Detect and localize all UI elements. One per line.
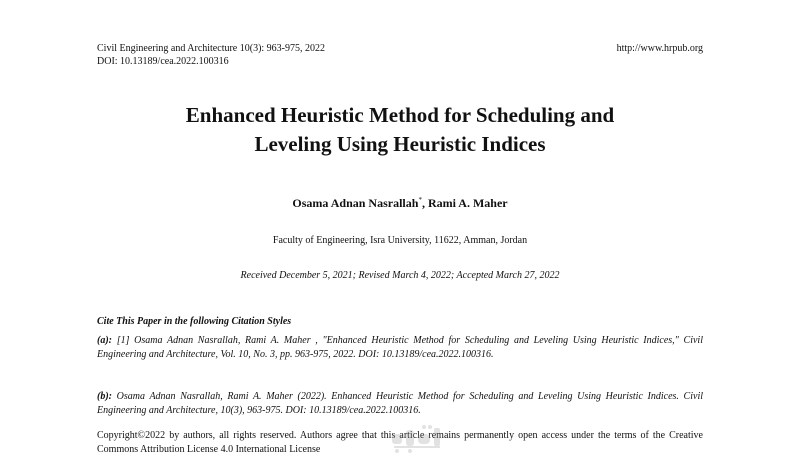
title-line-2: Leveling Using Heuristic Indices xyxy=(254,132,546,156)
citation-heading: Cite This Paper in the following Citation Styles xyxy=(97,316,292,327)
citation-a-text: [1] Osama Adnan Nasrallah, Rami A. Maher , "Enhanced Heuristic Method for Scheduling and Leveling Using Heuristic Indices," Civil Engineering and Architecture, Vol. 10, No. 3, pp. 963-975, 2022. DOI: 10.13189/cea.2022.100316. xyxy=(97,335,703,360)
author-2: Rami A. Maher xyxy=(427,196,508,210)
title-line-1: Enhanced Heuristic Method for Scheduling and xyxy=(185,103,615,127)
citation-style-b xyxy=(97,390,703,417)
citation-style-a xyxy=(97,334,703,361)
journal-doi: DOI: 10.13189/cea.2022.100316 xyxy=(97,56,229,67)
journal-citation: Civil Engineering and Architecture 10(3): 963-975, 2022 xyxy=(97,43,326,54)
paper-title xyxy=(0,101,800,159)
journal-header xyxy=(97,42,325,68)
submission-dates: Received December 5, 2021; Revised March 4, 2022; Accepted March 27, 2022 xyxy=(240,270,560,281)
author-list xyxy=(0,196,800,211)
citation-b-text: Osama Adnan Nasrallah, Rami A. Maher (2022). Enhanced Heuristic Method for Scheduling and Leveling Using Heuristic Indices. Civil Engineering and Architecture, 10(3), 963-975. DOI: 10.13189/cea.2022.100316. xyxy=(97,391,703,416)
citation-a-label: (a): xyxy=(97,335,112,346)
author-1: Osama Adnan Nasrallah xyxy=(292,196,419,210)
copyright-notice: Copyright©2022 by authors, all rights reserved. Authors agree that this article remains permanently open access under the terms of the Creative Commons Attribution License 4.0 International License xyxy=(97,430,703,455)
affiliation: Faculty of Engineering, Isra University, 11622, Amman, Jordan xyxy=(272,235,528,246)
author-separator: , xyxy=(421,196,428,210)
corresponding-author-mark: * xyxy=(418,196,422,204)
citation-b-label: (b): xyxy=(97,391,112,402)
publisher-url[interactable]: http://www.hrpub.org xyxy=(616,43,703,54)
